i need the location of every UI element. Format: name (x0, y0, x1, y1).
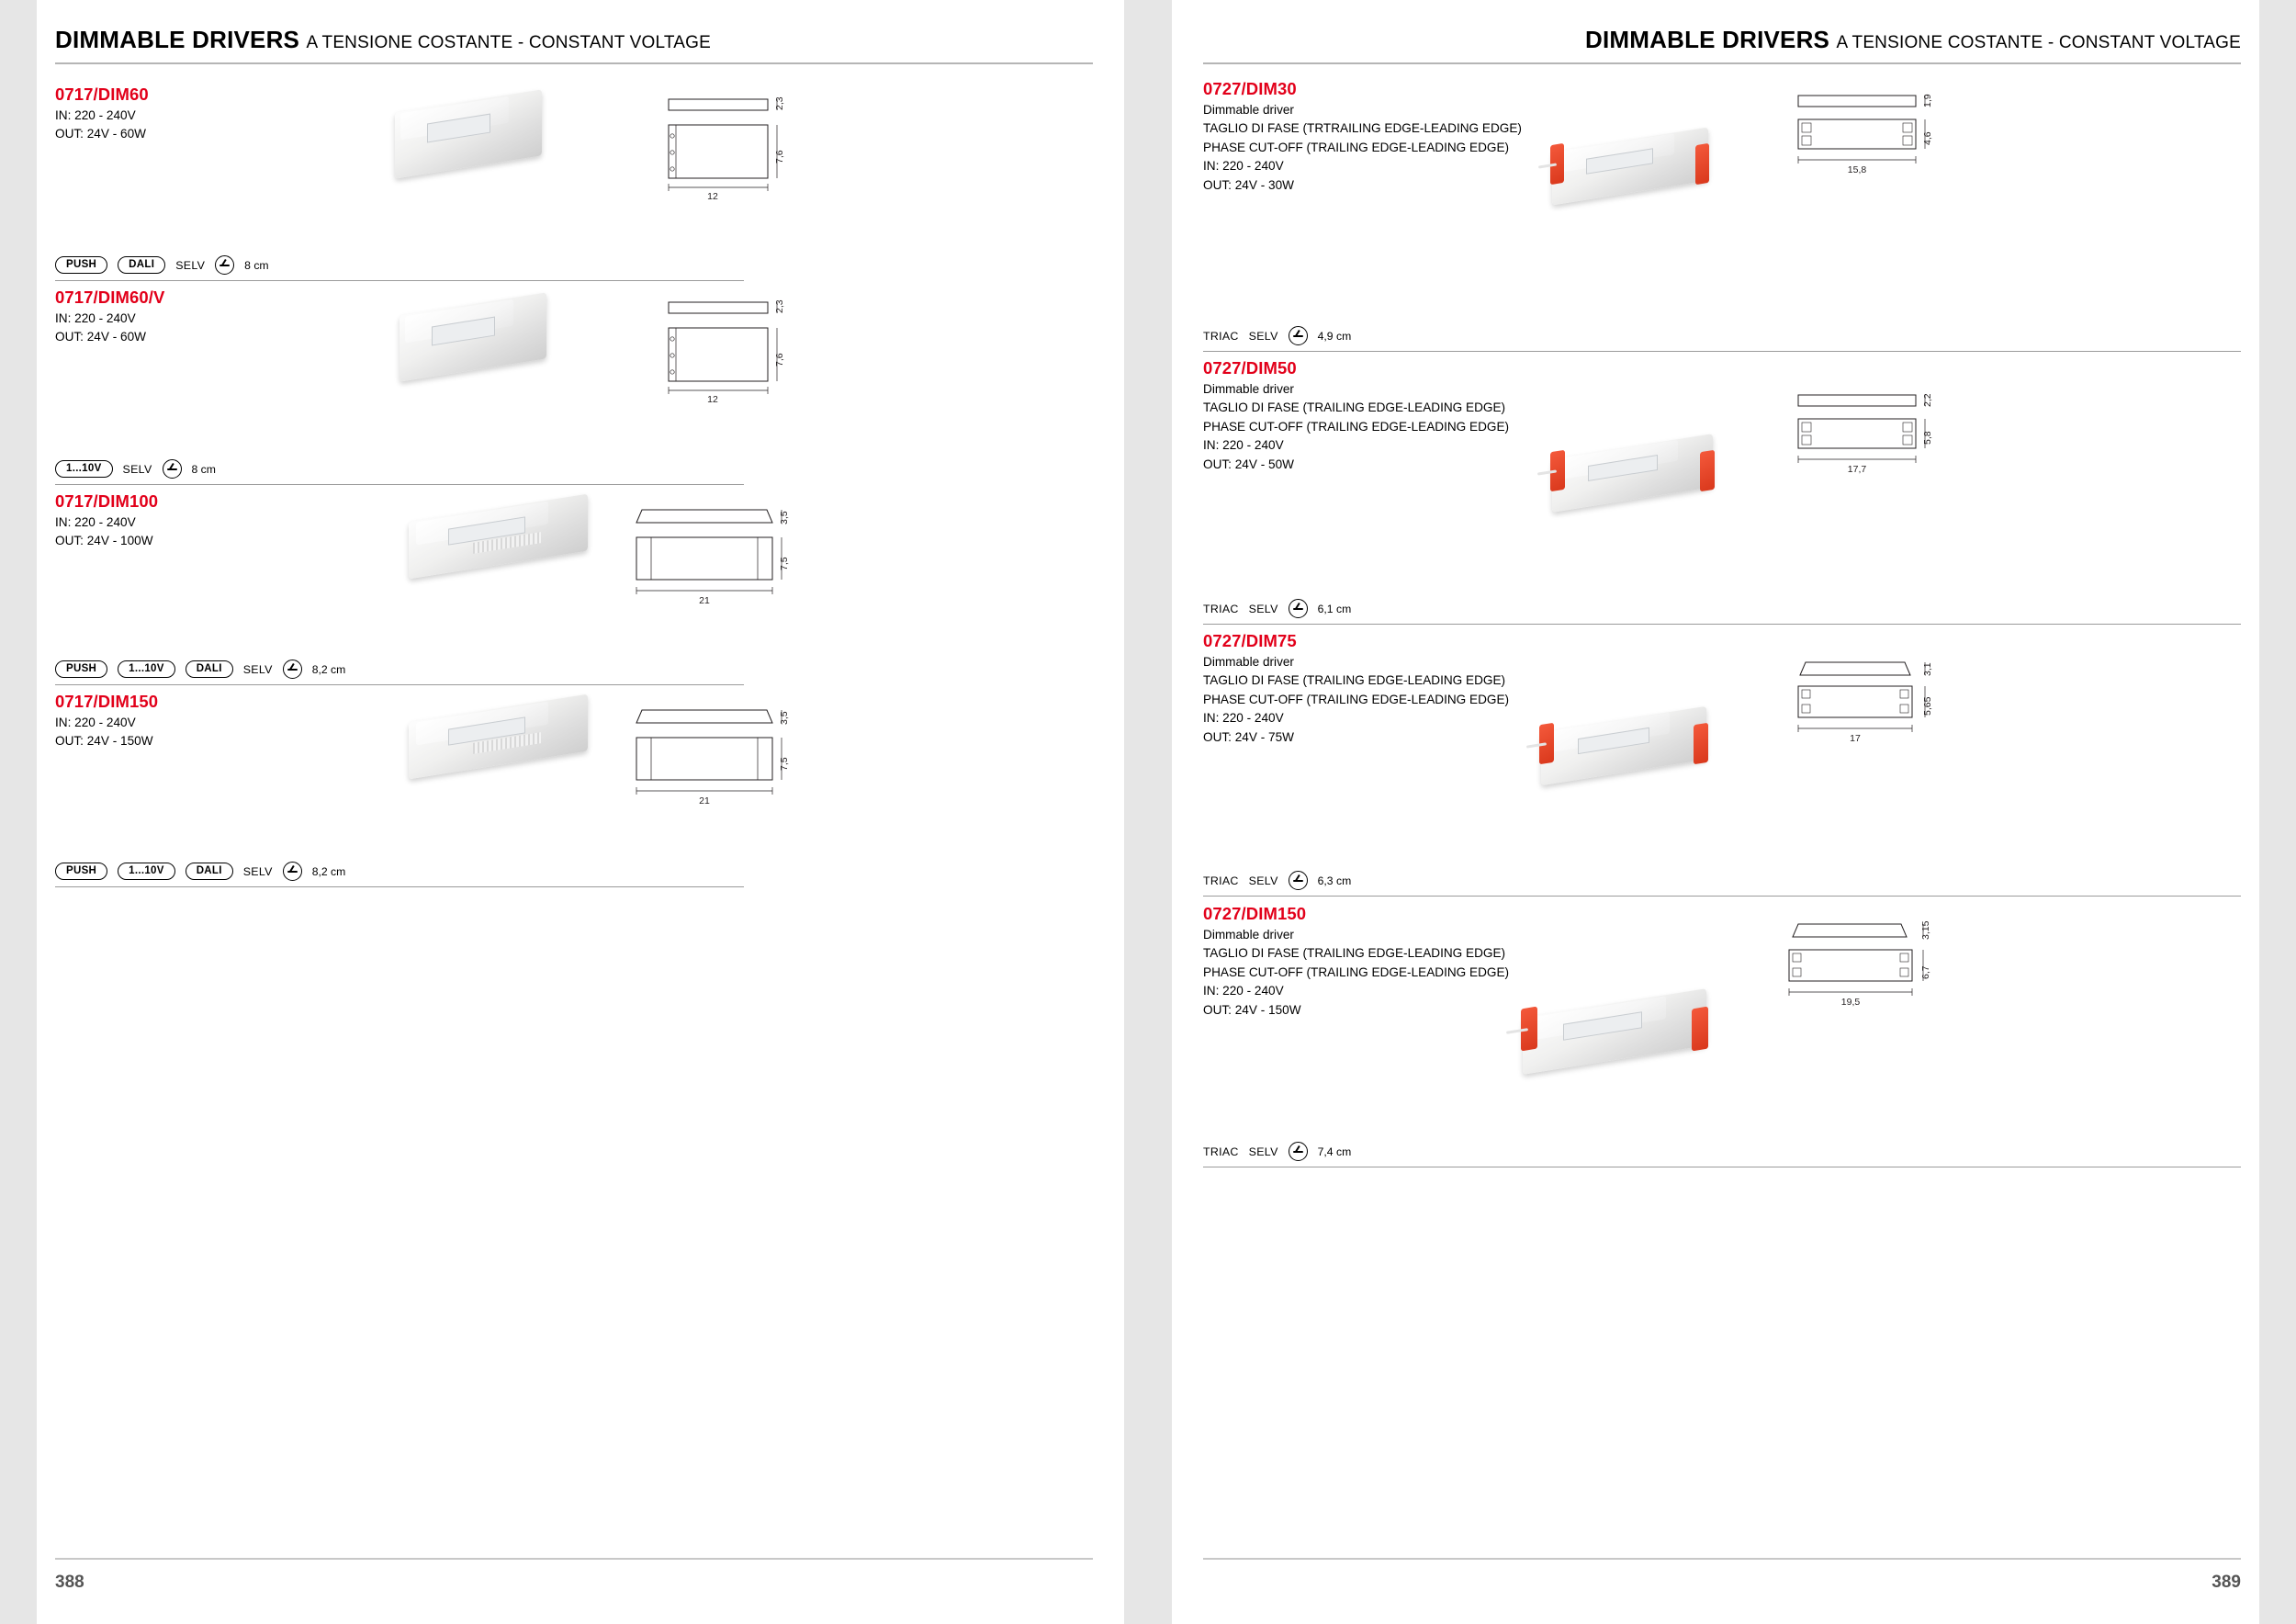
badge-row (1203, 599, 2241, 618)
product-spec-line: IN: 220 - 240V (1203, 159, 1284, 174)
product-block (55, 491, 1093, 625)
badge-dali: DALI (118, 256, 165, 275)
plug-icon (283, 660, 302, 679)
product-block (1203, 358, 2241, 560)
dim-height-side: 5,8 (1922, 431, 1933, 445)
product-block (1203, 79, 2241, 281)
badge-row (1203, 326, 2241, 345)
technical-drawing (1791, 649, 1975, 750)
dim-height-top: 3,5 (779, 511, 790, 524)
product-photo (409, 708, 588, 765)
left-page-header (55, 26, 1093, 54)
product-spec-line: Dimmable driver (1203, 655, 1294, 669)
cable-length: 4,9 cm (1317, 329, 1352, 343)
header-title-light: A TENSIONE COSTANTE - CONSTANT VOLTAGE (306, 33, 711, 52)
dim-height-top: 3,15 (1920, 920, 1931, 940)
plug-icon (1289, 871, 1308, 890)
plug-icon (283, 862, 302, 881)
product-spec-line: Dimmable driver (1203, 928, 1294, 942)
product-code: 0727/DIM150 (1203, 904, 1307, 923)
product-block (55, 85, 1093, 218)
dim-height-top: 3,5 (779, 711, 790, 725)
product-code: 0717/DIM100 (55, 491, 159, 511)
badge-selv: SELV (1248, 1145, 1278, 1158)
section-divider (55, 886, 744, 887)
product-spec-line: IN: 220 - 240V (55, 716, 136, 729)
header-title-light: A TENSIONE COSTANTE - CONSTANT VOLTAGE (1836, 33, 2241, 52)
product-photo (409, 508, 588, 565)
right-page (1148, 0, 2296, 1624)
dim-width: 12 (707, 191, 718, 202)
technical-drawing (1782, 911, 1975, 1012)
plug-icon (1289, 326, 1308, 345)
section-divider (55, 684, 744, 685)
plug-icon (163, 459, 182, 479)
badge-row (1203, 1142, 2241, 1161)
dim-height-side: 7,6 (774, 150, 785, 164)
page-edge-band-right (2259, 0, 2296, 1624)
product-spec-line: IN: 220 - 240V (1203, 438, 1284, 453)
plug-icon (1289, 1142, 1308, 1161)
product-code: 0717/DIM60/V (55, 288, 165, 307)
dim-height-side: 7,6 (774, 353, 785, 367)
product-block (1203, 631, 2241, 833)
left-page-content (55, 0, 1093, 1624)
gutter-band-left (1124, 0, 1148, 1624)
product-spec-line: OUT: 24V - 30W (1203, 177, 1294, 192)
cable-length: 6,1 cm (1317, 602, 1352, 615)
product-spec-line: OUT: 24V - 100W (55, 534, 153, 548)
dim-height-top: 2,3 (774, 96, 785, 110)
product-code: 0727/DIM50 (1203, 358, 1297, 378)
technical-drawing (661, 291, 827, 406)
footer-rule (55, 1558, 1093, 1560)
badge-dali: DALI (186, 660, 233, 679)
badge-1-10v: 1...10V (55, 460, 113, 479)
product-spec-line: OUT: 24V - 150W (1203, 1002, 1301, 1017)
product-block (55, 288, 1093, 421)
cable-length: 8,2 cm (311, 864, 346, 878)
technical-drawing (661, 88, 827, 203)
plug-icon (1289, 599, 1308, 618)
badge-dali: DALI (186, 863, 233, 881)
section-divider (1203, 351, 2241, 352)
header-title-bold: DIMMABLE DRIVERS (1585, 26, 1830, 53)
badge-1-10v: 1...10V (118, 660, 175, 679)
header-rule (55, 62, 1093, 64)
dim-width: 17 (1850, 733, 1861, 744)
cable-length: 8 cm (244, 258, 269, 272)
badge-push: PUSH (55, 660, 107, 679)
product-spec-line: TAGLIO DI FASE (TRAILING EDGE-LEADING EDGE) (1203, 946, 1506, 961)
badge-row (55, 862, 1093, 881)
product-spec-line: PHASE CUT-OFF (TRAILING EDGE-LEADING EDGE) (1203, 140, 1510, 154)
right-page-header (1203, 26, 2241, 54)
dim-width: 12 (707, 394, 718, 405)
cable-length: 7,4 cm (1317, 1145, 1352, 1158)
header-title-bold: DIMMABLE DRIVERS (55, 26, 300, 53)
technical-drawing (629, 497, 827, 609)
badge-selv: SELV (242, 662, 273, 676)
product-photo (1541, 719, 1706, 773)
badge-triac: TRIAC (1203, 329, 1239, 343)
badge-selv: SELV (242, 864, 273, 878)
product-spec-line: TAGLIO DI FASE (TRAILING EDGE-LEADING EDGE) (1203, 400, 1506, 415)
badge-triac: TRIAC (1203, 1145, 1239, 1158)
dim-height-top: 3,1 (1922, 662, 1933, 676)
section-divider (55, 280, 744, 281)
product-spec-line: PHASE CUT-OFF (TRAILING EDGE-LEADING EDGE) (1203, 692, 1510, 706)
product-spec-line: OUT: 24V - 60W (55, 330, 146, 344)
right-page-content (1203, 0, 2241, 1624)
badge-row (55, 660, 1093, 679)
product-spec-line: OUT: 24V - 60W (55, 127, 146, 141)
cable-length: 8 cm (191, 462, 216, 476)
dim-width: 21 (699, 795, 710, 806)
product-code: 0717/DIM60 (55, 85, 149, 104)
dim-width: 17,7 (1847, 464, 1867, 475)
dim-height-top: 2,2 (1922, 393, 1933, 407)
product-spec-line: OUT: 24V - 75W (1203, 729, 1294, 744)
product-photo (400, 304, 546, 370)
product-spec-line: IN: 220 - 240V (55, 515, 136, 529)
product-spec-line: OUT: 24V - 50W (1203, 457, 1294, 471)
section-divider (55, 484, 744, 485)
footer-rule (1203, 1558, 2241, 1560)
dim-height-top: 2,3 (774, 299, 785, 313)
product-spec-line: IN: 220 - 240V (55, 311, 136, 325)
product-spec-line: TAGLIO DI FASE (TRAILING EDGE-LEADING EDGE) (1203, 673, 1506, 688)
product-block (55, 692, 1093, 825)
dim-height-side: 4,6 (1922, 131, 1933, 145)
product-spec-line: IN: 220 - 240V (55, 108, 136, 122)
product-code: 0727/DIM30 (1203, 79, 1297, 98)
badge-triac: TRIAC (1203, 874, 1239, 887)
product-photo (1552, 140, 1708, 193)
gutter-band-right (1148, 0, 1172, 1624)
dim-height-side: 7,5 (779, 557, 790, 570)
product-spec-line: PHASE CUT-OFF (TRAILING EDGE-LEADING EDGE) (1203, 964, 1510, 979)
badge-row (55, 255, 1093, 275)
badge-1-10v: 1...10V (118, 863, 175, 881)
badge-triac: TRIAC (1203, 602, 1239, 615)
badge-selv: SELV (1248, 874, 1278, 887)
product-spec-line: Dimmable driver (1203, 382, 1294, 396)
product-code: 0727/DIM75 (1203, 631, 1297, 650)
badge-push: PUSH (55, 256, 107, 275)
badge-push: PUSH (55, 863, 107, 881)
technical-drawing (1791, 382, 1975, 483)
dim-height-top: 1,9 (1922, 94, 1933, 107)
dim-height-side: 5,65 (1922, 696, 1933, 716)
badge-row (55, 459, 1093, 479)
product-code: 0717/DIM150 (55, 692, 159, 711)
section-divider (1203, 624, 2241, 625)
page-number: 389 (2212, 1573, 2241, 1592)
badge-selv: SELV (122, 462, 152, 476)
section-divider (1203, 896, 2241, 897)
badge-selv: SELV (1248, 329, 1278, 343)
product-spec-line: OUT: 24V - 150W (55, 734, 153, 749)
badge-selv: SELV (1248, 602, 1278, 615)
header-rule (1203, 62, 2241, 64)
product-spec-line: TAGLIO DI FASE (TRTRAILING EDGE-LEADING EDGE) (1203, 121, 1522, 136)
product-spec-line: IN: 220 - 240V (1203, 711, 1284, 726)
dim-height-side: 6,7 (1920, 965, 1931, 979)
page-edge-band-left (0, 0, 37, 1624)
product-photo (1523, 1003, 1706, 1060)
product-photo (1552, 446, 1713, 500)
product-spec-line: PHASE CUT-OFF (TRAILING EDGE-LEADING EDGE) (1203, 419, 1510, 434)
product-spec-line: Dimmable driver (1203, 103, 1294, 117)
product-block (1203, 904, 2241, 1124)
product-spec-line: IN: 220 - 240V (1203, 984, 1284, 998)
dim-height-side: 7,5 (779, 757, 790, 771)
badge-row (1203, 871, 2241, 890)
dim-width: 15,8 (1847, 164, 1867, 175)
technical-drawing (629, 697, 827, 809)
cable-length: 6,3 cm (1317, 874, 1352, 887)
badge-selv: SELV (175, 258, 206, 272)
page-number: 388 (55, 1573, 84, 1592)
dim-width: 19,5 (1840, 997, 1861, 1008)
cable-length: 8,2 cm (311, 662, 346, 676)
technical-drawing (1791, 83, 1975, 184)
dim-width: 21 (699, 595, 710, 606)
product-photo (395, 101, 542, 167)
plug-icon (215, 255, 234, 275)
